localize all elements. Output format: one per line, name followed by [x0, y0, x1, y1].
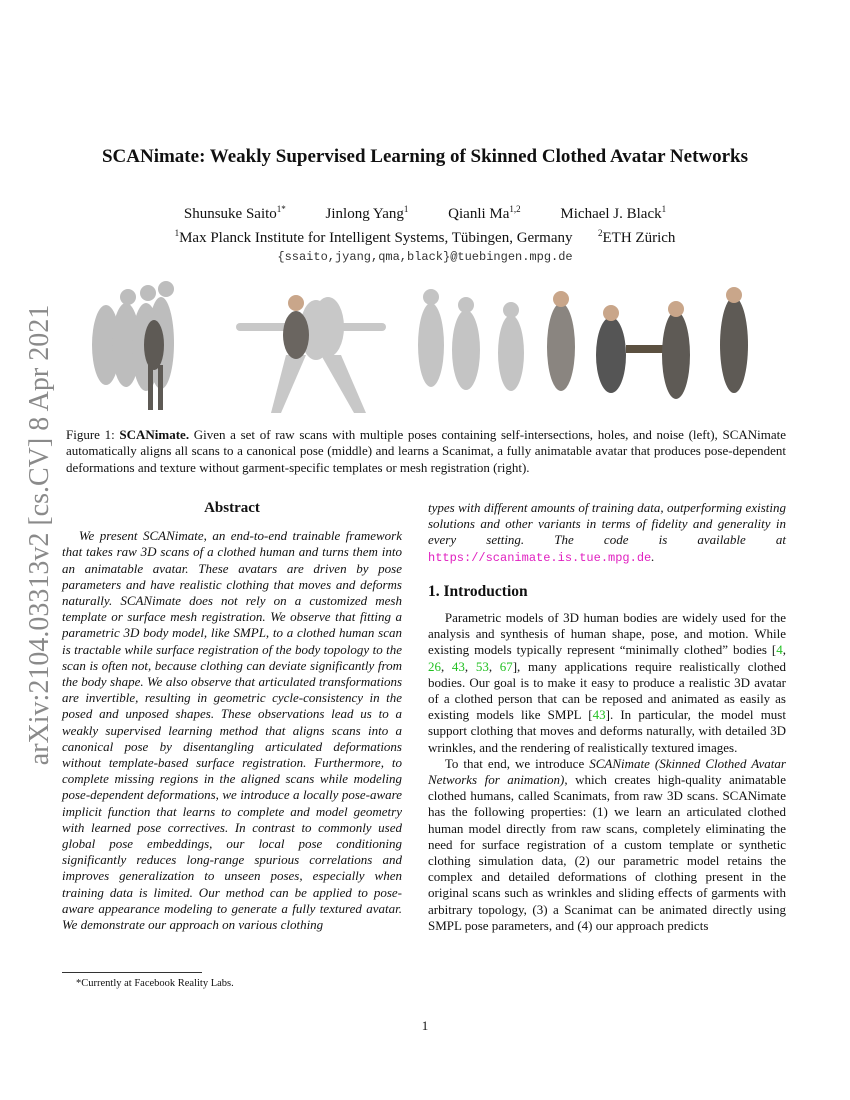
- canonical-scans: [236, 297, 386, 413]
- animated-textured: [547, 287, 748, 399]
- footnote: *Currently at Facebook Reality Labs.: [76, 978, 234, 989]
- author: Qianli Ma$^{1,2}$: [448, 204, 521, 222]
- abstract-heading: Abstract: [204, 500, 260, 516]
- citation-link[interactable]: 4: [776, 642, 783, 658]
- arxiv-side-stamp: arXiv:2104.03313v2 [cs.CV] 8 Apr 2021: [24, 304, 55, 766]
- author-names: [0, 200, 850, 224]
- intro-paragraph: Parametric models of 3D human bodies are widely used for the analysis and synthesis of human shape, pose, and motion. While existing models typically represent “minimally clothed” bodies [4, 26, 43, 53, 67], many applications require realistically clothed bodies. Our goal is to make it easy to produce a realistic 3D avatar of a clothed person that can be reposed and animated as easily as existing models like SMPL [43]. In particular, the model must support clothing that moves and deforms naturally, with detailed 3D wrinkles, and the rendering of realistically textured images.: [428, 610, 786, 755]
- left-column: [62, 500, 402, 933]
- abstract-continued: types with different amounts of training data, outperforming existing solutions and other variants in terms of fidelity and generality in every setting. The code is available at https://scanimate.is.tue.mpg.de.: [428, 500, 786, 565]
- figure-caption: Figure 1: SCANimate. Given a set of raw scans with multiple poses containing self-intersections, holes, and noise (left), SCANimate automatically aligns all scans to a canonical pose (middle) and learns a Scanimat, a fully animatable avatar that produces pose-dependent deformations and texture without garment-specific templates or mesh registration (right).: [66, 427, 787, 475]
- right-column: [428, 500, 786, 934]
- citation-link[interactable]: 43: [451, 658, 465, 674]
- intro-paragraph: To that end, we introduce SCANimate (Skinned Clothed Avatar Networks for animation), which creates high-quality animatable clothed humans, called Scanimats, from raw 3D scans. SCANimate has the following properties: (1) we learn an articulated clothed human model directly from raw scans, completely eliminating the need for surface registration of a custom template or synthetic clothing simulation data, (2) our parametric model retains the complex and detailed deformations of clothing present in the original scans such as wrinkles and sliding effects of garments with arbitrary topology, (3) a Scanimat can be animated directly using SMPL pose parameters, and (4) our approach predicts: [428, 755, 786, 933]
- abstract-text: We present SCANimate, an end-to-end trainable framework that takes raw 3D scans of a clothed human and turns them into an animatable avatar. These avatars are driven by pose parameters and have realistic clothing that moves and deforms naturally. SCANimate does not rely on a customized mesh template or surface mesh registration. We observe that fitting a parametric 3D body model, like SMPL, to a clothed human scan is tractable while surface registration of the body topology to the scan is often not, because clothing can deviate significantly from the body shape. We also observe that articulated transformations are invertible, resulting in geometric cycle-consistency in the posed and unposed shapes. These observations lead us to a weakly supervised learning method that aligns scans into a canonical pose by disentangling articulated deformations without template-based surface registration. Furthermore, to complete missing regions in the aligned scans while modeling pose-dependent deformations, we introduce a locally pose-aware implicit function that learns to complete and model geometry with learned pose correctives. In contrast to commonly used global pose embeddings, our local pose conditioning significantly reduces long-range spurious correlations and improves generalization to unseen poses, especially when training data is limited. Our method can be applied to pose-aware appearance modeling to generate a fully textured avatar. We demonstrate our approach on various clothing: [62, 528, 402, 933]
- author: Michael J. Black$^1$: [560, 204, 667, 222]
- intro-heading: 1. Introduction: [428, 582, 528, 600]
- page-number: 1: [421, 1018, 429, 1033]
- author: Jinlong Yang$^1$: [325, 204, 409, 222]
- citation-link[interactable]: 26: [428, 658, 441, 674]
- author: Shunsuke Saito$^{1*}$: [183, 204, 286, 222]
- citation-link[interactable]: 67: [499, 658, 513, 674]
- code-link[interactable]: https://scanimate.is.tue.mpg.de: [428, 550, 652, 565]
- avatar-figure-image: [66, 275, 786, 420]
- affiliations: $^1$Max Planck Institute for Intelligent Systems, Tübingen, Germany $^2$ETH Zürich: [174, 228, 676, 246]
- citation-link[interactable]: 53: [475, 658, 489, 674]
- citation-link[interactable]: 43: [592, 707, 606, 723]
- animated-gray: [418, 289, 524, 391]
- footnote-rule: [62, 972, 202, 973]
- author-emails: {ssaito,jyang,qma,black}@tuebingen.mpg.de: [277, 250, 573, 264]
- paper-title: SCANimate: Weakly Supervised Learning of Skinned Clothed Avatar Networks: [101, 146, 749, 167]
- author-block: [0, 200, 850, 267]
- teaser-figure: [66, 275, 786, 420]
